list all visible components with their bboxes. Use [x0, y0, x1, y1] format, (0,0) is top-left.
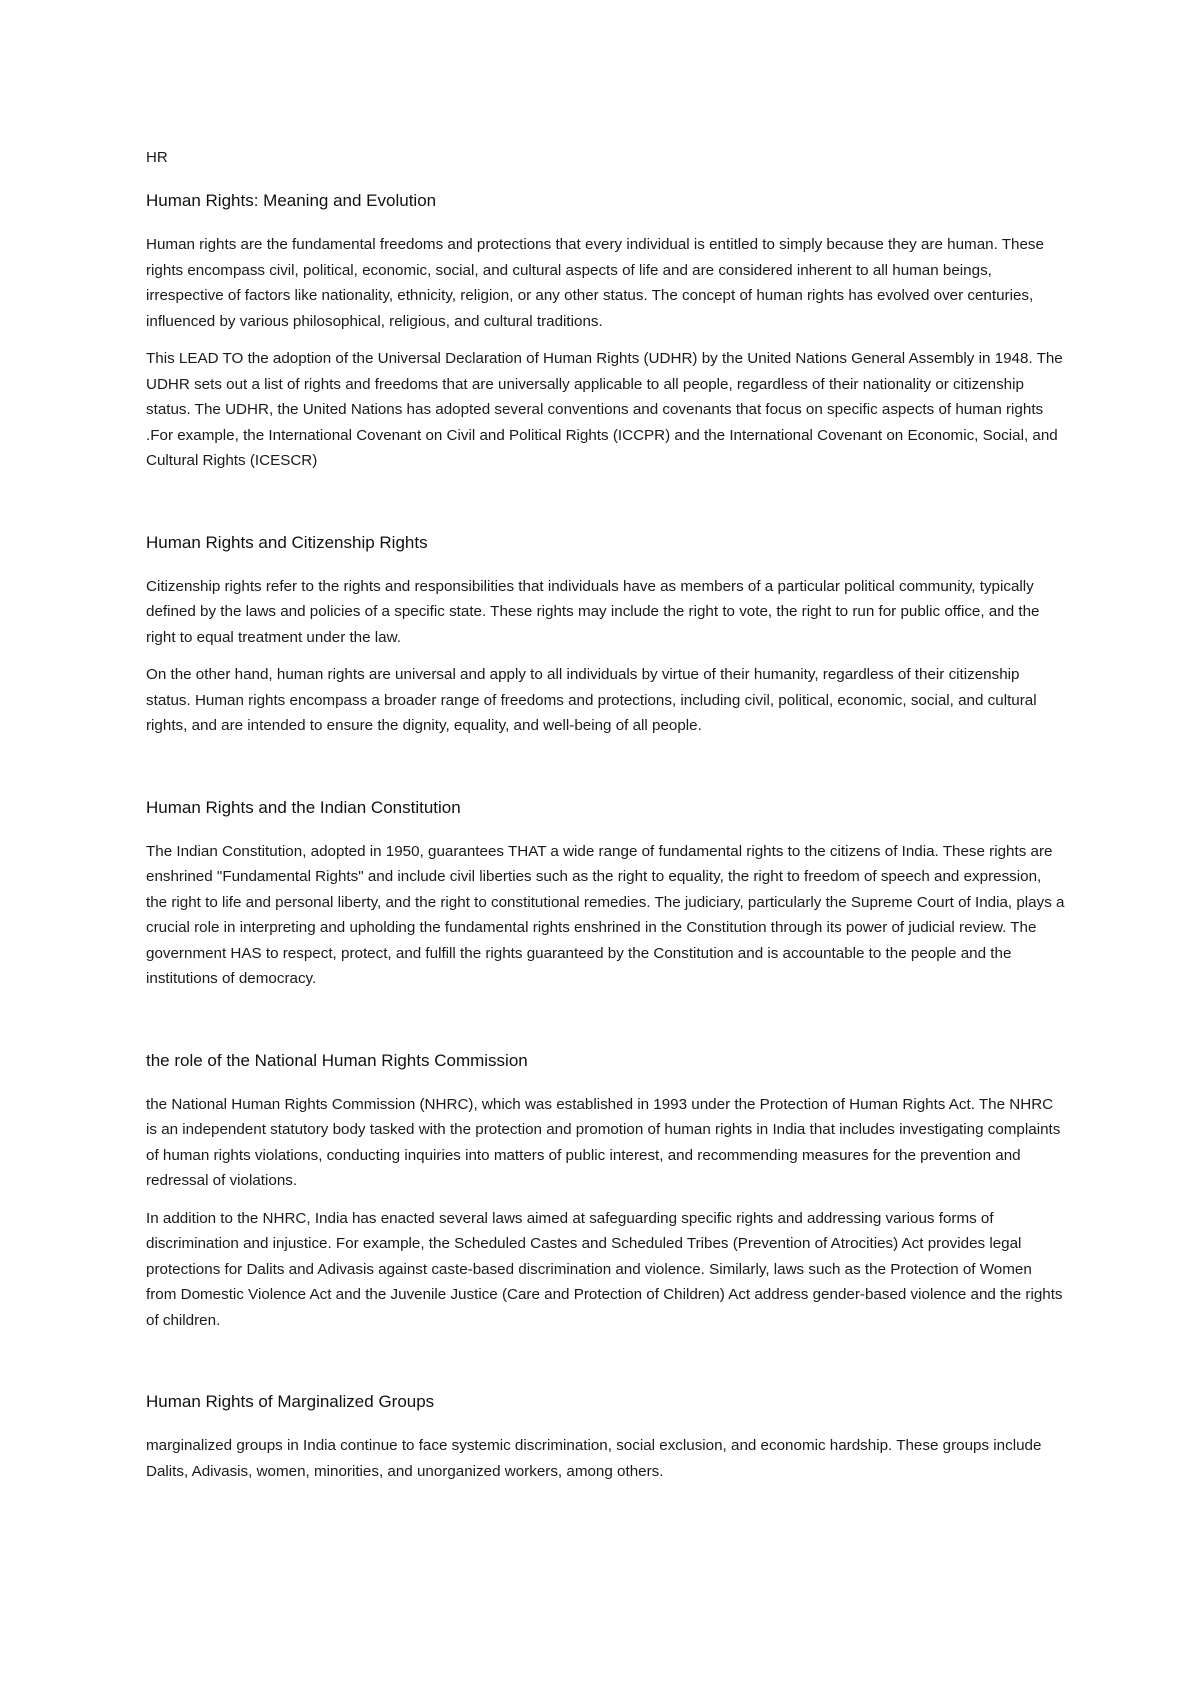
- paragraph: the National Human Rights Commission (NHRC), which was established in 1993 under the Protection of Human Rights Act. The NHRC is an independent statutory body tasked with the protection and promotion of human rights in India that includes investigating complaints of human rights violations, conducting inquiries into matters of public interest, and recommending measures for the prevention and redressal of violations.: [146, 1095, 1061, 1189]
- section-citizenship-rights: [146, 532, 1066, 739]
- section-marginalized-groups: [146, 1391, 1066, 1484]
- section-heading: Human Rights and Citizenship Rights: [146, 532, 428, 552]
- paragraph: This LEAD TO the adoption of the Universal Declaration of Human Rights (UDHR) by the United Nations General Assembly in 1948. The UDHR sets out a list of rights and freedoms that are universally applicable to all people, regardless of their nationality or citizenship status. The UDHR, the United Nations has adopted several conventions and covenants that focus on specific aspects of human rights .For example, the International Covenant on Civil and Political Rights (ICCPR) and the International Covenant on Economic, Social, and Cultural Rights (ICESCR): [146, 350, 1063, 469]
- paragraph: On the other hand, human rights are universal and apply to all individuals by virtue of their humanity, regardless of their citizenship status. Human rights encompass a broader range of freedoms and protections, including civil, political, economic, social, and cultural rights, and are intended to ensure the dignity, equality, and well-being of all people.: [146, 666, 1037, 734]
- section-spacer: [146, 486, 1066, 532]
- section-indian-constitution: [146, 797, 1066, 992]
- paragraph: In addition to the NHRC, India has enacted several laws aimed at safeguarding specific rights and addressing various forms of discrimination and injustice. For example, the Scheduled Castes and Scheduled Tribes (Prevention of Atrocities) Act provides legal protections for Dalits and Adivasis against caste-based discrimination and violence. Similarly, laws such as the Protection of Women from Domestic Violence Act and the Juvenile Justice (Care and Protection of Children) Act address gender-based violence and the rights of children.: [146, 1209, 1063, 1329]
- paragraph: The Indian Constitution, adopted in 1950, guarantees THAT a wide range of fundamental rights to the citizens of India. These rights are enshrined "Fundamental Rights" and include civil liberties such as the right to equality, the right to freedom of speech and expression, the right to life and personal liberty, and the right to constitutional remedies. The judiciary, particularly the Supreme Court of India, plays a crucial role in interpreting and upholding the fundamental rights enshrined in the Constitution through its power of judicial review. The government HAS to respect, protect, and fulfill the rights guaranteed by the Constitution and is accountable to the people and the institutions of democracy.: [146, 842, 1065, 987]
- paragraph: Human rights are the fundamental freedoms and protections that every individual is entitled to simply because they are human. These rights encompass civil, political, economic, social, and cultural aspects of life and are considered inherent to all human beings, irrespective of factors like nationality, ethnicity, religion, or any other status. The concept of human rights has evolved over centuries, influenced by various philosophical, religious, and cultural traditions.: [146, 236, 1044, 330]
- section-heading: Human Rights and the Indian Constitution: [146, 797, 461, 817]
- document-page: [146, 148, 1066, 1496]
- section-meaning-evolution: [146, 190, 1066, 474]
- paragraph: marginalized groups in India continue to face systemic discrimination, social exclusion, and economic hardship. These groups include Dalits, Adivasis, women, minorities, and unorganized workers, among others.: [146, 1437, 1042, 1480]
- section-spacer: [146, 751, 1066, 797]
- section-heading: Human Rights of Marginalized Groups: [146, 1392, 435, 1411]
- section-heading: the role of the National Human Rights Commission: [146, 1050, 528, 1070]
- paragraph: Citizenship rights refer to the rights and responsibilities that individuals have as members of a particular political community, typically defined by the laws and policies of a specific state. These rights may include the right to vote, the right to run for public office, and the right to equal treatment under the law.: [146, 577, 1040, 646]
- section-spacer: [146, 1004, 1066, 1050]
- section-nhrc: [146, 1050, 1066, 1334]
- document-label: HR: [146, 149, 168, 166]
- section-heading: Human Rights: Meaning and Evolution: [146, 191, 437, 210]
- section-spacer: [146, 1345, 1066, 1391]
